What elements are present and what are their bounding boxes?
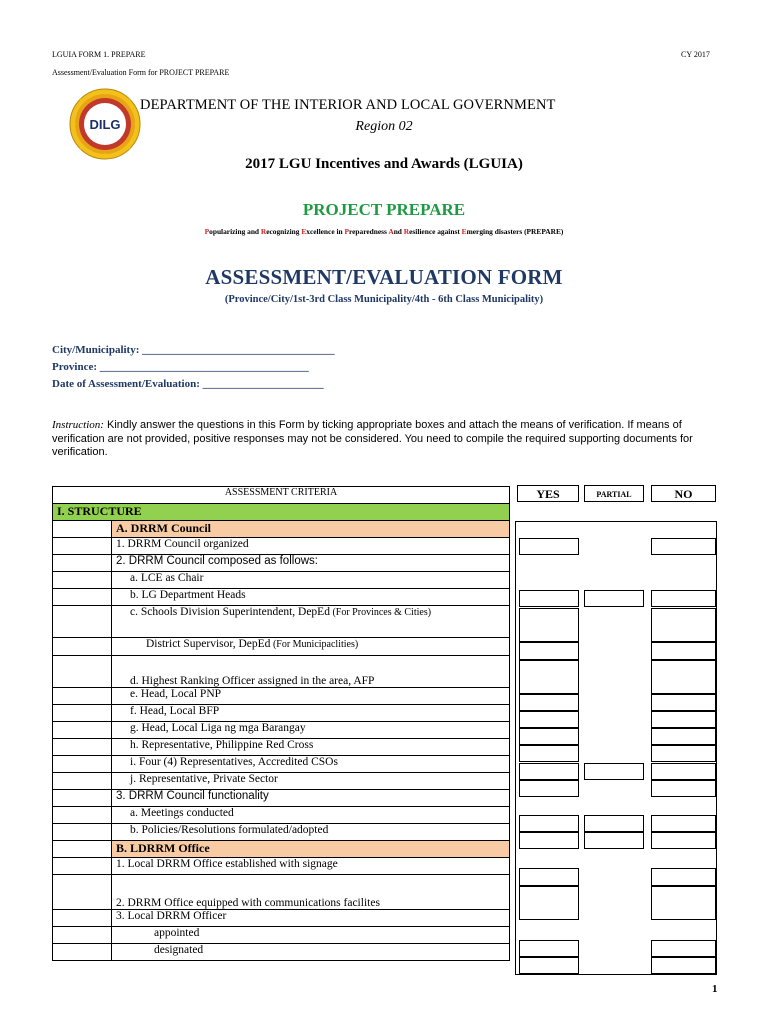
page-number: 1	[712, 983, 718, 995]
acronym-word: reparedness	[348, 227, 389, 236]
acronym-letter: P	[204, 227, 210, 236]
row-number-cell	[53, 841, 112, 858]
answer-checkbox[interactable]	[651, 780, 716, 797]
answer-checkbox[interactable]	[519, 815, 579, 832]
row-number-cell	[53, 555, 112, 572]
form-title: ASSESSMENT/EVALUATION FORM	[205, 265, 563, 289]
acronym-word: merging disasters (PREPARE)	[466, 227, 564, 236]
answer-checkbox[interactable]	[651, 694, 716, 711]
answer-checkbox[interactable]	[519, 745, 579, 762]
criteria-item	[112, 858, 510, 875]
criteria-row	[53, 606, 510, 638]
criteria-item	[112, 773, 510, 790]
criteria-text: 3. DRRM Council functionality	[116, 790, 269, 802]
answer-checkbox[interactable]	[519, 763, 579, 780]
criteria-row	[53, 656, 510, 688]
criteria-item	[112, 572, 510, 589]
criteria-row	[53, 555, 510, 572]
region-label: Region 02	[355, 119, 413, 134]
criteria-text: g. Head, Local Liga ng mga Barangay	[130, 722, 306, 734]
criteria-item	[112, 756, 510, 773]
criteria-item	[112, 656, 510, 688]
row-number-cell	[53, 705, 112, 722]
criteria-row	[53, 722, 510, 739]
logo-text: DILG	[89, 117, 121, 132]
answer-checkbox[interactable]	[651, 763, 716, 780]
criteria-row	[53, 756, 510, 773]
criteria-item	[112, 589, 510, 606]
answer-checkbox[interactable]	[651, 608, 716, 642]
awards-title: 2017 LGU Incentives and Awards (LGUIA)	[245, 156, 523, 172]
row-number-cell	[53, 521, 112, 538]
criteria-text: i. Four (4) Representatives, Accredited CSOs	[130, 756, 338, 768]
criteria-row	[53, 927, 510, 944]
criteria-row	[53, 589, 510, 606]
criteria-text: c. Schools Division Superintendent, DepEd	[130, 606, 330, 618]
row-number-cell	[53, 875, 112, 910]
answer-checkbox[interactable]	[651, 868, 716, 886]
criteria-row	[53, 910, 510, 927]
row-number-cell	[53, 944, 112, 961]
answer-checkbox[interactable]	[651, 660, 716, 694]
section-heading: I. STRUCTURE	[53, 504, 510, 521]
row-number-cell	[53, 824, 112, 841]
row-number-cell	[53, 572, 112, 589]
criteria-item	[112, 875, 510, 910]
criteria-note: (For Municipaclities)	[270, 639, 359, 650]
criteria-row	[53, 841, 510, 858]
row-number-cell	[53, 773, 112, 790]
criteria-text: 3. Local DRRM Officer	[116, 910, 227, 922]
criteria-text: appointed	[154, 927, 200, 939]
answer-checkbox[interactable]	[651, 832, 716, 849]
no-column-header: NO	[651, 485, 716, 502]
criteria-item	[112, 688, 510, 705]
answer-checkbox[interactable]	[519, 780, 579, 797]
criteria-text: b. Policies/Resolutions formulated/adopted	[130, 824, 329, 836]
answer-checkbox[interactable]	[651, 590, 716, 607]
subsection-heading	[112, 521, 510, 538]
row-number-cell	[53, 858, 112, 875]
criteria-row	[53, 638, 510, 656]
criteria-item	[112, 807, 510, 824]
criteria-text: a. Meetings conducted	[130, 807, 234, 819]
answer-checkbox[interactable]	[519, 728, 579, 745]
criteria-text: j. Representative, Private Sector	[130, 773, 278, 785]
criteria-text: d. Highest Ranking Officer assigned in the area, AFP	[130, 675, 375, 687]
answer-checkbox[interactable]	[651, 538, 716, 555]
criteria-text: 2. DRRM Office equipped with communications facilites	[116, 897, 380, 909]
acronym-word: opularizing and	[209, 227, 261, 236]
answer-checkbox[interactable]	[519, 711, 579, 728]
acronym-line	[0, 227, 768, 236]
answer-checkbox[interactable]	[519, 886, 579, 920]
answer-checkbox[interactable]	[651, 642, 716, 660]
criteria-item	[112, 739, 510, 756]
criteria-item	[112, 705, 510, 722]
row-number-cell	[53, 688, 112, 705]
row-number-cell	[53, 910, 112, 927]
criteria-text: e. Head, Local PNP	[130, 688, 222, 700]
form-type-subtitle: (Province/City/1st-3rd Class Municipality/4th - 6th Class Municipality)	[224, 294, 544, 305]
criteria-item	[112, 790, 510, 807]
criteria-item	[112, 606, 510, 638]
criteria-row	[53, 790, 510, 807]
row-number-cell	[53, 656, 112, 688]
subsection-heading	[112, 841, 510, 858]
answer-checkbox[interactable]	[584, 763, 644, 780]
row-number-cell	[53, 790, 112, 807]
criteria-row	[53, 538, 510, 555]
criteria-header: ASSESSMENT CRITERIA	[53, 487, 510, 504]
row-number-cell	[53, 807, 112, 824]
criteria-text: B. LDRRM Office	[116, 841, 210, 855]
acronym-word: esilience against	[409, 227, 462, 236]
answer-checkbox[interactable]	[584, 832, 644, 849]
answer-checkbox[interactable]	[584, 590, 644, 607]
criteria-text: designated	[154, 944, 204, 956]
answer-checkbox[interactable]	[651, 957, 716, 974]
criteria-item	[112, 910, 510, 927]
acronym-letter: P	[344, 227, 349, 236]
criteria-item	[112, 538, 510, 555]
form-subtitle: Assessment/Evaluation Form for PROJECT PREPARE	[52, 68, 230, 77]
answer-checkbox[interactable]	[651, 711, 716, 728]
criteria-text: b. LG Department Heads	[130, 589, 246, 601]
criteria-row	[53, 572, 510, 589]
acronym-letter: R	[403, 227, 410, 236]
answer-checkbox[interactable]	[519, 694, 579, 711]
date-field[interactable]: Date of Assessment/Evaluation: ______________________	[52, 378, 324, 390]
criteria-row	[53, 521, 510, 538]
partial-column-header: PARTIAL	[584, 485, 644, 502]
answer-checkbox[interactable]	[519, 590, 579, 607]
acronym-word: nd	[393, 227, 404, 236]
criteria-row	[53, 773, 510, 790]
criteria-row	[53, 824, 510, 841]
province-field[interactable]: Province: ______________________________________	[52, 361, 309, 373]
criteria-item	[112, 638, 510, 656]
answer-checkbox[interactable]	[651, 745, 716, 762]
answer-checkbox[interactable]	[519, 832, 579, 849]
criteria-row	[53, 944, 510, 961]
row-number-cell	[53, 927, 112, 944]
criteria-item	[112, 722, 510, 739]
yes-column-header: YES	[517, 485, 579, 502]
criteria-row	[53, 504, 510, 521]
criteria-row	[53, 688, 510, 705]
criteria-row	[53, 739, 510, 756]
answer-checkbox[interactable]	[651, 886, 716, 920]
instruction-text	[52, 419, 712, 460]
answer-checkbox[interactable]	[519, 608, 579, 642]
criteria-item	[112, 555, 510, 572]
city-field[interactable]: City/Municipality: ___________________________________	[52, 344, 335, 356]
criteria-text: District Supervisor, DepEd	[146, 638, 271, 650]
criteria-item	[112, 927, 510, 944]
criteria-text: 1. Local DRRM Office established with signage	[116, 858, 338, 870]
criteria-row	[53, 875, 510, 910]
criteria-table	[52, 486, 510, 961]
answer-checkbox[interactable]	[584, 815, 644, 832]
answer-checkbox[interactable]	[651, 728, 716, 745]
criteria-item	[112, 824, 510, 841]
acronym-letter: E	[301, 227, 307, 236]
acronym-word: ecognizing	[266, 227, 302, 236]
criteria-row	[53, 858, 510, 875]
acronym-letter: R	[260, 227, 267, 236]
criteria-row	[53, 705, 510, 722]
criteria-row	[53, 807, 510, 824]
answer-checkbox[interactable]	[519, 538, 579, 555]
instruction-label: Instruction:	[52, 419, 104, 431]
row-number-cell	[53, 722, 112, 739]
row-number-cell	[53, 606, 112, 638]
criteria-item	[112, 944, 510, 961]
acronym-letter: A	[388, 227, 394, 236]
answer-checkbox[interactable]	[519, 660, 579, 694]
criteria-text: f. Head, Local BFP	[130, 705, 220, 717]
row-number-cell	[53, 739, 112, 756]
form-year: CY 2017	[681, 50, 710, 59]
criteria-text: 1. DRRM Council organized	[116, 538, 249, 550]
criteria-text: a. LCE as Chair	[130, 572, 204, 584]
acronym-word: xcellence in	[306, 227, 345, 236]
answer-checkbox[interactable]	[519, 642, 579, 660]
answer-checkbox[interactable]	[651, 940, 716, 957]
criteria-text: h. Representative, Philippine Red Cross	[130, 739, 314, 751]
acronym-letter: E	[461, 227, 467, 236]
instruction-body: Kindly answer the questions in this Form by ticking appropriate boxes and attach the means of verification. If means of verification are not provided, positive responses may not be considered. You need to compile the required supporting documents for verification.	[52, 419, 693, 458]
form-id: LGUIA FORM 1. PREPARE	[52, 50, 146, 59]
answer-checkbox[interactable]	[519, 868, 579, 886]
answer-checkbox[interactable]	[651, 815, 716, 832]
criteria-note: (For Provinces & Cities)	[329, 607, 432, 618]
answer-checkbox[interactable]	[519, 957, 579, 974]
project-title: PROJECT PREPARE	[302, 200, 466, 219]
criteria-text: 2. DRRM Council composed as follows:	[116, 555, 318, 567]
row-number-cell	[53, 589, 112, 606]
answer-checkbox[interactable]	[519, 940, 579, 957]
row-number-cell	[53, 538, 112, 555]
row-number-cell	[53, 756, 112, 773]
row-number-cell	[53, 638, 112, 656]
department-title: DEPARTMENT OF THE INTERIOR AND LOCAL GOVERNMENT	[140, 97, 556, 113]
criteria-text: A. DRRM Council	[116, 521, 211, 535]
